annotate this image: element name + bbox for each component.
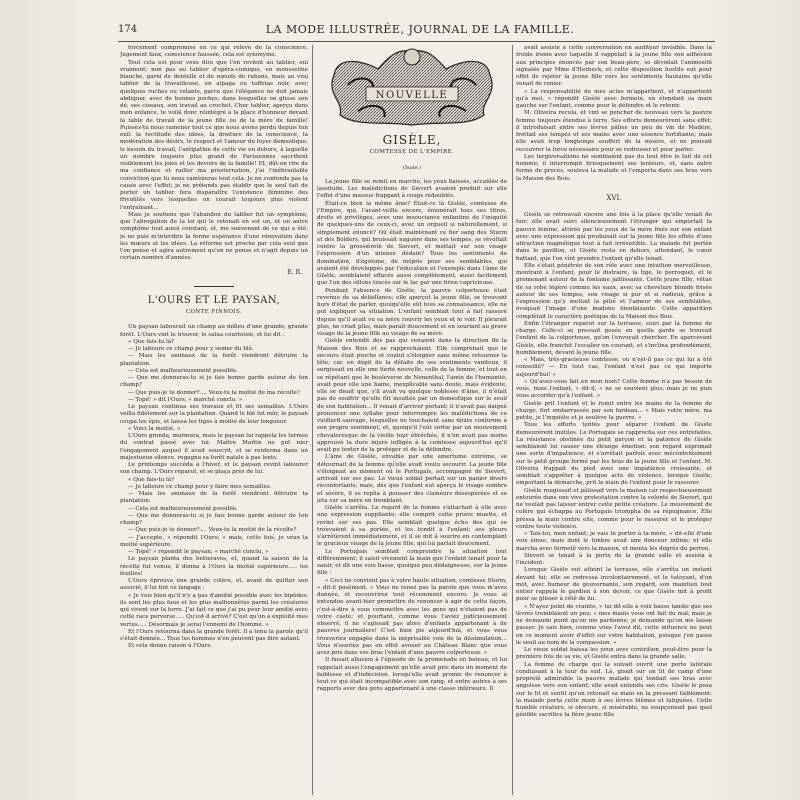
paragraph: Le printemps succéda à l'hiver, et le paysan revint labourer son champ. L'Ours reparut, et se plaça près de lui. bbox=[120, 462, 308, 476]
paragraph: — Topé! » répondit le paysan; « marché conclu. » bbox=[128, 549, 269, 555]
paragraph: — Que puis-je te donner?.... Veux-tu la moitié de la récolte? bbox=[128, 527, 297, 534]
paragraph: « Voici la moitié. » bbox=[128, 425, 181, 432]
paragraph: Tous les efforts tentés pour séparer l'enfant de Gisèle demeurèrent inutiles. Le Portugais se rapprocha sur ces entrefaites. La résistance obstinée du petit garçon et la patience de Gisèle semblaient lui causer une étrange émotion; son regard exprimait une sorte d'impatience, et s'arrêtait parfois avec mécontentement sur le petit groupe formé par les bras de la jeune fille et l'enfant. M. Oliveira frappait du pied avec une impatience croissante, et semblait s'apprêter à quelque acte de violence, lorsque Gisèle, emportant la démarche, prit la main de l'enfant pour le rassurer. bbox=[516, 422, 712, 487]
paragraph: L'Ours éprouva une grande colère, et, avant de quitter son associé, il lui tint ce langage : bbox=[120, 578, 308, 592]
paragraph: — Que puis-je te donner?.... Veux-tu la moitié de ma récolte? bbox=[128, 389, 300, 396]
ornament-label: NOUVELLE bbox=[375, 90, 449, 101]
paragraph: Mais je soutiens que l'abandon du tablier fut un symptôme, que l'abrogation de la loi qui le retenait en est un, et un autre symptôme tout aussi constant, et, me souvenant de ce qui a été, je ne puis m'interdire la ferme espérance d'une rénovation dans les mœurs et les idées. La réforme est proche par cela seul que l'on pense et agira autrement qu'on ne pense et n'agit depuis un certain nombre d'années. bbox=[120, 211, 308, 262]
column-2 bbox=[317, 45, 507, 795]
paragraph: Un paysan labourait un champ au milieu d'une grande, grande forêt. L'Ours vint le trouver, le salua courtoisie, et lui dit : bbox=[120, 324, 308, 338]
paragraph: — Topé! » dit l'Ours; « marché conclu. » bbox=[128, 396, 243, 403]
paragraph: avait assisté à cette conversation en auditeur invisible. Dans la froide ironie avec laquelle il rappelait à la jeune fille son adhésion aux principes énoncés par son beau-père, se dévoilait l'animosité signalée par Mme d'Herbeck, et cette disposition hostile eut pour effet de rejeter la jeune fille vers les sentiments hautains qu'elle venait de renier. bbox=[516, 45, 712, 88]
paragraph: Était-ce bien la même âme? Était-ce là Gisèle, comtesse de l'Empire, qui, l'avant-veille encore, énumérait tous ses titres, droits et privilèges, avec une insouciance enfantine de l'iniquité de quelques-uns de ceux-ci, avec un orgueil si naturellement, si simplement énoncé? Où était maintenant ce fier sang des Sturm et des Bolders, qui bruissait naguère dans ses tempes, se révoltait contre la grossièreté de Sievert, et mettait sur son visage l'expression d'un intense dédain? Tous les sentiments de domination, d'égoïsme, de mépris pour ses semblables, qui avaient été développés par l'éducation et l'exemple dans l'âme de Gisèle, semblaient effacés aussi complètement, aussi facilement que l'un des sillons tracés sur le lac par une brise capricieuse. bbox=[317, 200, 507, 287]
nouvelle-ornament-banner bbox=[328, 45, 496, 129]
paragraph: Le paysan planta des betteraves, et, quand la saison de la récolte fut venue, il donna à l'Ours la moitié supérieure..... les feuilles! bbox=[120, 556, 308, 577]
header-rule bbox=[118, 41, 715, 42]
paragraph: Gisèle entendit des pas qui venaient dans la direction de la Maison des Bois et se rapprochaient. Elle comprenait que le secours était proche et voulut s'éloigner sans même retourner la tête; car, en dépit de la défaite de ses sentiments vaniteux, il surgissait en elle une fierté nouvelle, celle de la femme, et tout en se répétant que le bouleverse de Nenenthal, l'amie de l'humanité, avait pour elle une haine, inexplicable sans doute, mais évidente, elle se disait que, s'il avait vu quelque noblesse d'âme, il n'était pas de souffrir qu'elle fût insultée par un domestique sur le seuil de son habitation... Il venait d'arriver portant; il n'avait pas daigné prononcer une syllabe pour interrompre les malédictions de ce vieillard sauvage, lesquelles ne touchaient sans doute conforme à son propre sentiment, et, quoiqu'il l'eût sortie par un mouvement chevaleresque de la vieille tour ébréchée, il n'en avait pas moins approuvé la dure injure infligée à la comtesse aujourd'hui qu'il avait pu tenter de la protéger et de la défendre. bbox=[317, 338, 507, 453]
column-divider bbox=[312, 45, 313, 795]
paragraph: Et cela donne raison à l'Ours. bbox=[128, 643, 213, 650]
page-number: 174 bbox=[118, 24, 138, 35]
paragraph: Enfin l'étranger reparut sur la terrasse, suivi par la femme de charge. Celle-ci se pressait posée en quelle garde se trouvait l'enfant de la colporteuse, qu'on l'envoyait chercher. En apercevant Gisèle, elle franchit l'escalier en courant, et s'inclina profondément, humblement, devant la jeune fille. bbox=[516, 320, 712, 356]
novel-title: GISÈLE, bbox=[382, 133, 442, 147]
paragraph: M. Oliveira recula, et vint se pencher de nouveau vers la pauvre femme toujours étendue à terre. Ses efforts demeurèrent sans effet; il introduisait entre ses lèvres pâlies un peu de vin de Madère, frottait ses tempes et ses mains avec une essence fortifiante; mais elle avait trop longtemps souffert de la misère, et ne pouvait recouvrer la force nécessaire pour se redresser et pour parler. bbox=[516, 110, 712, 153]
paragraph: Pendant l'absence de Gisèle, la pauvre colporteuse était revenue de sa défaillance; elle aperçut la jeune fille, se trouvant hors d'état de parler, quoiqu'elle eût tous sa connaissance, elle ne put expliquer sa situation. L'enfant semblait tout à fait rassuré depuis qu'il avait vu sa mère rouvrir les yeux et le voir. Il pleurait plus, ne criait plus, mais paraît doucement et en souriant au grave visage de la jeune fille au visage de sa mère. bbox=[317, 287, 507, 337]
column-1 bbox=[120, 45, 308, 795]
paragraph: Et l'Ours retourna dans la grande forêt. Il a tenu la parole qu'il s'était donnée... Tous les hommes n'en peuvent pas dire autant. bbox=[120, 628, 308, 642]
paragraph: Elle s'était pénétrée de son rôle avec une intuition merveilleuse, montrant à l'enfant, pour le distraire, la tige, le perroquet, et le promenant autour de la fontaine jaillissante. Cette jeune fille, vêtue de sa robe légère comme les eaux, avec sa chevelure blonde frisée autour de ses tempes, son visage si pur et si radieux, grâce à l'expression qu'y mettait la pitié et l'amour de ses semblables, évoquait l'image d'une madone bienfaisante. Cette apparition complétait le caractère poétique de la Maison des Bois. bbox=[516, 262, 712, 320]
paragraph: Sievert se tenait à la porte de la grande salle et assista à l'incident. bbox=[516, 552, 712, 566]
paragraph: Il faisait allusion à l'épisode de la promenade en bateau, et lui rappelait aussi l'engagement qu'elle avait pris dans un moment de faiblesse et d'indécision, lorsqu'elle avait promis de renoncer à tout ce qui était incompatible avec son rang, et entre autres à ses rapports avec des gens appartenant à une classe inférieure. Il bbox=[317, 657, 507, 693]
paragraph: La jeune fille se remit en marche, les yeux baissés, accablée de lassitude. Les malédictions de Sievert avaient produit sur elle l'effet d'une massue frappant à coups redoublés. bbox=[317, 178, 507, 200]
paragraph: Les tergiversations ne semblaient pas du tout être le fait de cet homme; il interrompit brusquement ses lenteurs, et, sans autre forme de procès, souleva la malade et l'emporta dans ses bras vers la Maison des Bois. bbox=[516, 153, 712, 182]
chapter-heading: XVI. bbox=[606, 193, 622, 202]
continuation-note: (Suite.) bbox=[402, 164, 422, 171]
paragraph: L'âme de Gisèle, envahie par une amertume extrême, se détournait de la femme qu'elle avait voulu secourir. La jeune fille s'éloignait au moment où le Portugais, accompagné de Sievert, arrivait sur ses pas. Le vieux soldat portait sur un panier divers réconfortants; mais, dès que l'enfant eut aperçu le visage sombre et sévère, il se replia à pousser des clameurs désespérées et se jeta sur sa mère en tremblant. bbox=[317, 454, 507, 504]
paragraph: Tout cela est pour vous dire que l'on revient au tablier, oui vraiment; non pas au tablier d'opéra-comique, en mousseline blanche, garni de dentelle et de nœuds de rubans, mais au vrai tablier de la travailleuse, en alpaga ou taffetas noir, avec quelques ruches ou volants, parce que l'élégance ne doit jamais abdiquer, avec de bonnes poches, dans lesquelles on glisse son dé, ses ciseaux, son travail au crochet. Cher tablier, aperçu dans mon enfance, te voilà donc réintégré à la place d'honneur devant la table de travail de la jeune fille ou de la mère de famille! Puisses-tu nous ramener tout ce que nous avons perdu depuis ton exil: la rectitude des idées, la droiture de la conscience, la modération des désirs, le respect et l'amour du foyer domestique, le besoin du travail, l'antipathie de cette vie en dehors, à laquelle un nombre toujours plus grand de Parisiennes sacrifient visiblement les joies et les devoirs de la famille! Et, dût-on rire de ma confiance et railler ma prosternation, j'ai l'inébranlable conviction que tu nous ramèneras tout cela. Je ne confonds pas la cause avec l'effet; je ne prétends pas établir que le seul fait de porter un tablier fera disparaître l'existence féminine des frivolités vers lesquelles on courait toujours plus violent l'entraînant... bbox=[120, 59, 308, 211]
paragraph: — Mais les animaux de la forêt viendront détruire ta plantation. bbox=[120, 491, 308, 505]
tablier-article bbox=[120, 45, 308, 263]
paragraph: La femme de charge qui la suivait ouvrit une porte latérale conduisant à la tour du sud. Là, gisait sur un lit de camp d'une propreté admirable la pauvre malade qui tendait ses bras avec angoisse vers son enfant; elle avait entendu ses cris. Gisèle le posa sur le lit et sentit qu'on retenait sa main en la pressant faiblement: la malade porta cette main à ses lèvres blêmes et fatiguées. Cette humble créature, si obscure, si misérable, ne soupçonnait pas quel pénible sacrifice la fière jeune fille bbox=[516, 661, 712, 719]
paragraph: Gisèle s'arrêta. Le regard de la femme s'attachait à elle avec une expression suppliante; elle comprit cette prière muette, et revint sur ses pas. Elle semblait quelque écho des qui se trouvaient à sa portée, et les tendit à l'enfant; ses pleurs s'arrêtèrent immédiatement, et il se mit à sourire en contemplant le gracieux visage de la jeune fille, qui lui parlait doucement. bbox=[317, 505, 507, 548]
story-title: L'OURS ET LE PAYSAN, bbox=[147, 294, 281, 306]
paragraph: — Cela est malheureusement possible. bbox=[128, 505, 238, 512]
paragraph: — Que me donneras-tu si je fais bonne garde autour de ton champ? bbox=[120, 512, 308, 526]
story-subtitle: CONTE FINNOIS. bbox=[185, 309, 243, 315]
paragraph: L'Ours gronda, murmura, mais le paysan lui rappela les termes du contrat passé avec lui. Maître Martin ne put nier l'engagement auquel il avait souscrit, et se renferma dans un majestueux silence, regagna sa forêt natale à pas lents. bbox=[120, 433, 308, 461]
paragraph: « N'ayez point de crainte, » lui dit-elle à voix basse tandis que ses lèvres tremblaient un peu; « mes mains vous ont fait du mal; mais je ne demande point qu'on me pardonne; je demande qu'on me laisse passer. Je sais bien, comme vous l'avez dit, cette influence ne peut en ce moment avoir d'effet sur votre habitation, puisque j'en passe le seuil au nom de la compassion. » bbox=[516, 603, 712, 646]
paragraph: forcément compromise en ce qui relève de la conscience. Jugement faux, conscience faussée, cela est synonyme. bbox=[120, 45, 308, 59]
section-rule bbox=[194, 286, 234, 287]
paragraph: — Cela est malheureusement possible. bbox=[128, 367, 238, 374]
novel-body bbox=[317, 179, 507, 694]
paragraph: — Mais les animaux de la forêt viendront détruire ta plantation. bbox=[120, 353, 308, 367]
chapter-body bbox=[516, 212, 712, 720]
story-body bbox=[120, 324, 308, 650]
paragraph: « Je vois bien qu'il n'y a pas d'amitié possible avec les bipèdes: ils sont les plus faux et les plus malhonnêtes parmi les créatures qui vivent sur la terre. J'ai fait ce que j'ai pu pour leur amitié avec cette race perverse..... Qu'est-il arrivé? C'est qu'on a exploité mes vertus..... Désormais je serai l'ennemi de l'homme. » bbox=[120, 592, 308, 628]
paragraph: « La responsabilité de mes actes m'appartient, et n'appartient qu'à moi, » répondit Gisèle avec fermeté, en étendant sa main gauche sur l'enfant, comme pour le défendre et le retenir. bbox=[516, 88, 712, 109]
paragraph: « Tais-toi, mon enfant; je vais te porter à ta mère, » dit-elle d'une voix émue, mais dont le timbre avait une douceur infinie; et elle marcha avec fermeté vers la maison, et monta les degrés du perron. bbox=[516, 531, 712, 552]
paragraph: Gisèle prit l'enfant et le remit entre les mains de la femme de charge, fort embarrassée par son fardeau... « Mais votre mère, ma petite, je l'inquiète et je soulève la guerre. » bbox=[516, 400, 712, 421]
paragraph: — Je laboure ce champ pour y faire mes semailles. bbox=[128, 483, 272, 490]
paragraph: Le paysan continua ses travaux et fit ses semailles. L'Ours veilla fidèlement sur la plantation. Quand le blé fut mûr, le paysan coupa les épis, et laissa les tiges à moitié de leur longueur. bbox=[120, 404, 308, 425]
column-divider bbox=[512, 45, 513, 795]
paragraph: — J'accepte, » répondit l'Ours; « mais, cette fois, je veux la moitié supérieure. bbox=[120, 534, 308, 548]
running-title: LA MODE ILLUSTRÉE, JOURNAL DE LA FAMILLE. bbox=[265, 23, 575, 36]
paragraph: Lorsque Gisèle eut atteint la terrasse, elle s'arrêta un instant devant lui; elle se redressa involontairement, et le tutoyant, d'un mot, avec humeur de gouvernante, son regard, son maintien tout entier rappela le gardien à son devoir, ce que Gisèle mit à profit pour se glisser à côté de lui. bbox=[516, 567, 712, 603]
paragraph: Gisèle se retrouvait encore une fois à la place qu'elle venait de fuir; elle avait suivi silencieusement l'étranger qui emportait la pauvre femme, attirée par les yeux de la mère fixés sur son enfant avec une expression qui produisait sur la jeune fille les effets d'une attraction magnétique tout à fait irrésistible. La malade fut portée dans le pavillon, et Gisèle resta en dehors, attendant, le cœur battant, que l'on vînt prendre l'enfant qu'elle tenait. bbox=[516, 212, 712, 262]
novel-subtitle: COMTESSE DE L'EMPIRE. bbox=[369, 149, 455, 156]
paragraph: Le Portugais semblait comprendre la situation tout différemment; il saisit vivement la main que l'enfant tenait pour la saisir, et dit une voix basse, quoique peu dédaigneuse, sur la jeune fille : bbox=[317, 548, 507, 577]
paragraph: « Que fais-tu là? bbox=[128, 476, 175, 483]
paragraph: Le vieux soldat baissa les yeux avec contrition, peut-être pour la première fois de sa vie, et Gisèle entra dans la grande salle. bbox=[516, 647, 712, 661]
paragraph: — Je laboure ce champ pour y semer du blé. bbox=[128, 346, 254, 352]
paragraph: — Que me donneras-tu si je fais bonne garde autour de ton champ? bbox=[120, 375, 308, 389]
signature: E. R. bbox=[287, 268, 302, 276]
paragraph: Gisèle rougissait et pâlissait vers la maison car respectueusement entourée dans une vive protestation contre la volonté de Sievert, qui ne voulait pas laisser entrer cette petite créature. Le mouvement de colère qui échappa au Portugais triompha de sa répugnance. Elle pressa la main contre elle, comme pour le rassurer et le protéger contre toute violence. bbox=[516, 487, 712, 530]
column-3 bbox=[516, 45, 712, 795]
novel-body-continued bbox=[516, 45, 712, 183]
paragraph: « Ceci ne convient pas à votre haute situation, comtesse Sturm, » dit-il posément. « Vous ne tenez pas la parole que vous m'avez donnée, et recouvrirez tout récemment encore. Je vous ai entendue avant-hier promettre de renoncer à agir de cette façon, c'est-à-dire à vous commettre avec les gens qui n'étaient pas de votre caste; et pourtant, comme vous l'aviez judicieusement observé, il ne s'agissait pas alors d'enfants appartenant à de pauvres journaliers! C'est bien pis aujourd'hui, et vous vous trouveriez engagée dans la méprisable voie de la dissimulation... Vous n'oseriez pas en effet avouer au Château Blanc que vous avez pris dans vos bras l'enfant d'une pauvre colporteuse. » bbox=[317, 577, 507, 656]
paragraph: « Qu'avez-vous fait en mon nom? Cette femme n'a pas besoin de vous, mais l'enfant, » dit-il, « ne se souvient plus; mais je ne puis vous accorder qu'à l'enfant. » bbox=[516, 378, 712, 400]
paragraph: « Mais, très-gracieuse comtesse, ou n'est-il pas ce qui lui a été conseillé? — En tout cas, l'enfant n'est pas ce qui importe aujourd'hui! » bbox=[516, 357, 712, 378]
paragraph: « Que fais-tu là? bbox=[128, 338, 175, 345]
